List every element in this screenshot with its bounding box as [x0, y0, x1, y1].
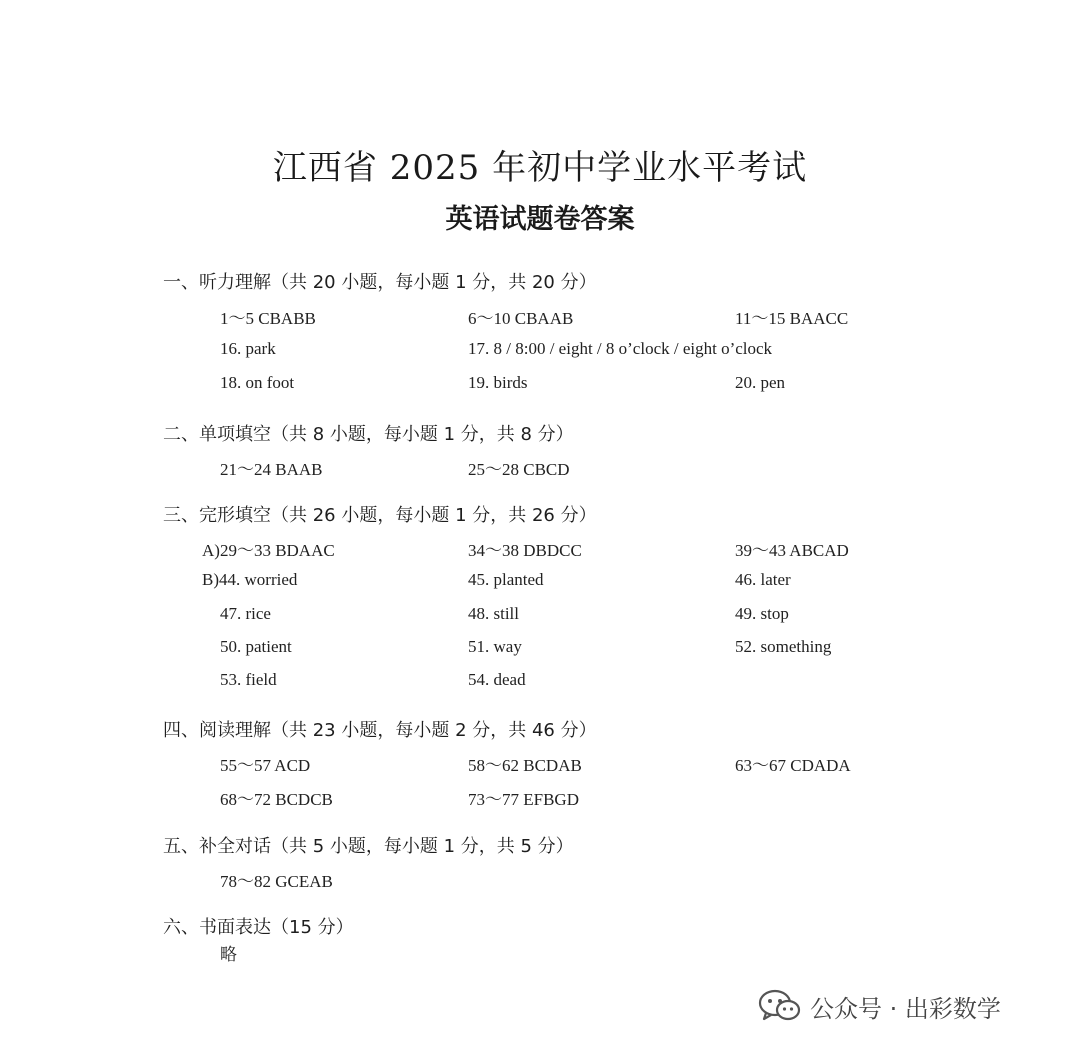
answer-cell: 6～10 CBAAB: [468, 309, 574, 328]
answer-cell: 45. planted: [468, 570, 544, 589]
section-heading-listening: 一、听力理解（共 20 小题，每小题 1 分，共 20 分）: [163, 272, 597, 293]
section-heading-single-choice: 二、单项填空（共 8 小题，每小题 1 分，共 8 分）: [163, 424, 574, 445]
answer-cell: 50. patient: [220, 637, 292, 656]
answer-row: [0, 785, 1080, 809]
answer-cell: 52. something: [735, 637, 832, 656]
section-heading-writing: 六、书面表达（15 分）: [163, 917, 354, 938]
answer-cell: B)44. worried: [202, 570, 298, 589]
answer-cell: 25～28 CBCD: [468, 460, 570, 479]
answer-cell: 1～5 CBABB: [220, 309, 316, 328]
answer-cell: 46. later: [735, 570, 791, 589]
answer-cell: 11～15 BAACC: [735, 309, 849, 328]
answer-cell: 18. on foot: [220, 373, 295, 392]
answer-cell: 49. stop: [735, 604, 789, 623]
answer-cell: 16. park: [220, 339, 276, 358]
answer-row: [0, 536, 1080, 560]
answer-cell: 58～62 BCDAB: [468, 756, 582, 775]
answer-cell: 68～72 BCDCB: [220, 790, 333, 809]
answer-cell: 34～38 DBDCC: [468, 541, 582, 560]
answer-cell: 73～77 EFBGD: [468, 790, 579, 809]
answer-cell: 48. still: [468, 604, 520, 623]
wechat-icon: [758, 989, 802, 1023]
answer-cell: 54. dead: [468, 670, 526, 689]
answer-cell: 51. way: [468, 637, 522, 656]
section-heading-dialogue: 五、补全对话（共 5 小题，每小题 1 分，共 5 分）: [163, 836, 574, 857]
answer-cell: 78～82 GCEAB: [220, 872, 333, 891]
answer-cell: 47. rice: [220, 604, 271, 623]
answer-cell: 19. birds: [468, 373, 528, 392]
watermark-text: 公众号 · 出彩数学: [810, 994, 1001, 1023]
page-title: 江西省 2025 年初中学业水平考试: [272, 148, 808, 188]
answer-cell: 39～43 ABCAD: [735, 541, 849, 560]
answer-cell: 17. 8 / 8:00 / eight / 8 o’clock / eight o’clock: [468, 339, 773, 358]
answer-row: [0, 867, 1080, 891]
watermark: [758, 986, 1001, 1026]
answer-cell: 63～67 CDADA: [735, 756, 851, 775]
answer-row: [0, 637, 1080, 661]
answer-row: [0, 670, 1080, 694]
section-heading-cloze: 三、完形填空（共 26 小题，每小题 1 分，共 26 分）: [163, 505, 597, 526]
answer-row: [0, 339, 1080, 363]
answer-row: [0, 604, 1080, 628]
section-heading-reading: 四、阅读理解（共 23 小题，每小题 2 分，共 46 分）: [163, 720, 597, 741]
answer-cell: 20. pen: [735, 373, 786, 392]
answer-cell: A)29～33 BDAAC: [202, 541, 335, 560]
answer-row: [0, 570, 1080, 594]
answer-cell: 21～24 BAAB: [220, 460, 323, 479]
answer-row: [0, 751, 1080, 775]
answer-row: [0, 304, 1080, 328]
writing-note: 略: [220, 945, 237, 965]
answer-cell: 55～57 ACD: [220, 756, 311, 775]
answer-cell: 53. field: [220, 670, 277, 689]
answer-row: [0, 373, 1080, 397]
answer-row: [0, 455, 1080, 479]
page-subtitle: 英语试题卷答案: [445, 204, 635, 235]
